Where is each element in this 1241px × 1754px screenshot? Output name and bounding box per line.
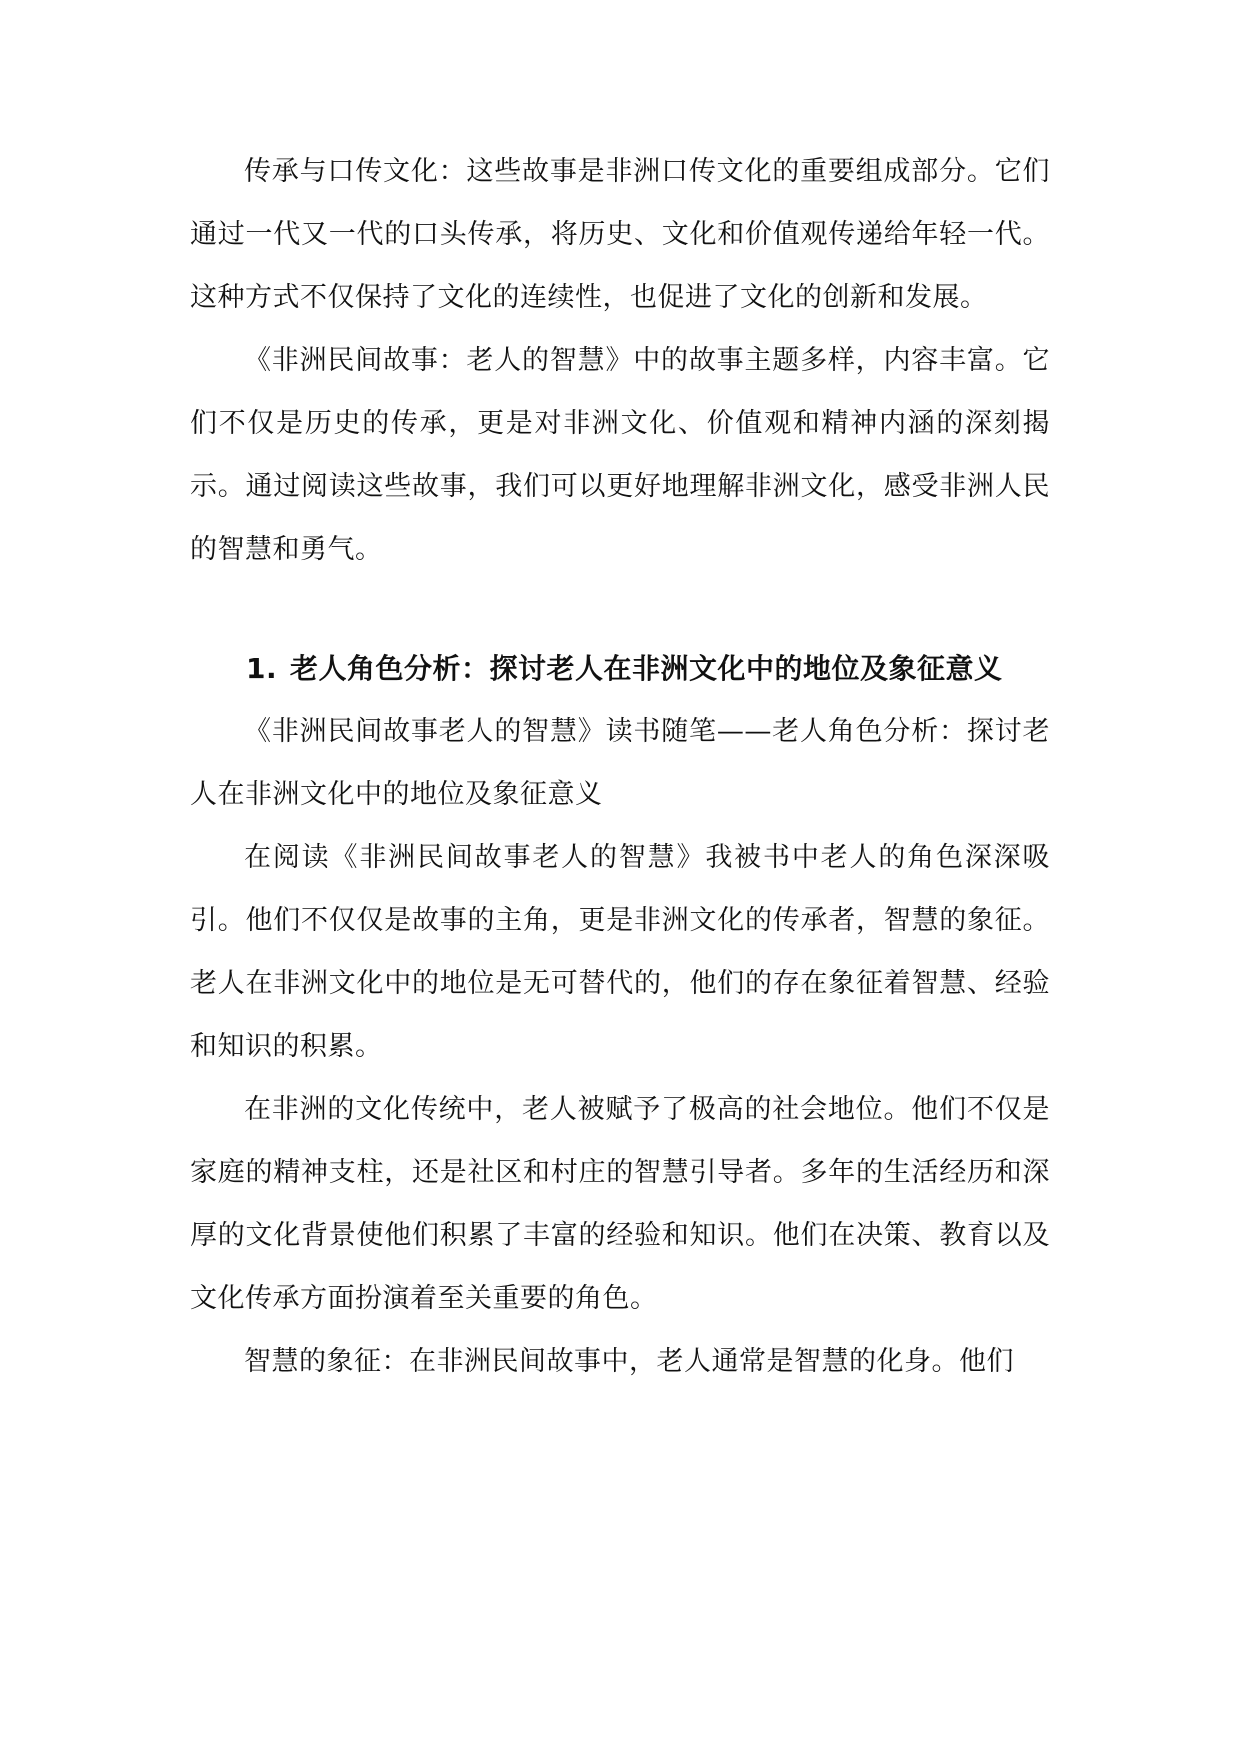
paragraph-book-summary: 《非洲民间故事：老人的智慧》中的故事主题多样，内容丰富。它们不仅是历史的传承，更是对非洲文化、价值观和精神内涵的深刻揭示。通过阅读这些故事，我们可以更好地理解非洲文化，感受非洲人民的智慧和勇气。 <box>190 345 1050 565</box>
section-gap <box>190 581 1050 637</box>
paragraph-social-status: 在非洲的文化传统中，老人被赋予了极高的社会地位。他们不仅是家庭的精神支柱，还是社区和村庄的智慧引导者。多年的生活经历和深厚的文化背景使他们积累了丰富的经验和知识。他们在决策、教育以及文化传承方面扮演着至关重要的角色。 <box>190 1094 1050 1314</box>
paragraph-essay-title: 《非洲民间故事老人的智慧》读书随笔——老人角色分析：探讨老人在非洲文化中的地位及象征意义 <box>190 716 1050 810</box>
document-page <box>190 140 1050 1393</box>
section-heading <box>190 637 1050 700</box>
paragraph-oral-tradition: 传承与口传文化：这些故事是非洲口传文化的重要组成部分。它们通过一代又一代的口头传承，将历史、文化和价值观传递给年轻一代。这种方式不仅保持了文化的连续性，也促进了文化的创新和发展。 <box>190 156 1050 313</box>
section-number: 1. <box>246 652 278 685</box>
paragraph-wisdom-symbol: 智慧的象征：在非洲民间故事中，老人通常是智慧的化身。他们 <box>244 1346 1014 1377</box>
paragraph-elder-role: 在阅读《非洲民间故事老人的智慧》我被书中老人的角色深深吸引。他们不仅仅是故事的主角，更是非洲文化的传承者，智慧的象征。老人在非洲文化中的地位是无可替代的，他们的存在象征着智慧、经验和知识的积累。 <box>190 842 1050 1062</box>
section-title: 老人角色分析：探讨老人在非洲文化中的地位及象征意义 <box>290 652 1003 685</box>
